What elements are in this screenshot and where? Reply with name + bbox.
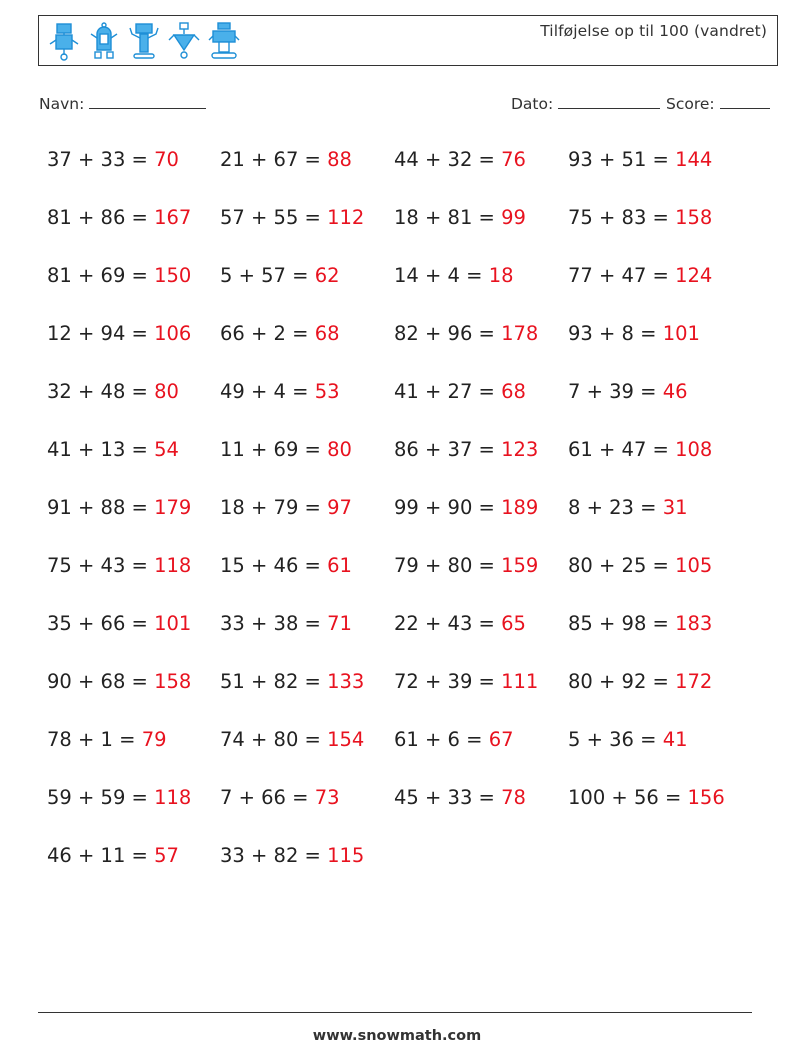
problem-answer: 53 [314,380,340,403]
problem-answer: 65 [501,612,526,635]
problem-question: 80 + 92 = [568,670,676,693]
problem-answer: 61 [327,554,352,577]
problem-item [220,206,364,229]
problem-item [568,264,712,287]
problem-item [568,728,688,751]
problem-item [47,322,191,345]
problem-question: 12 + 94 = [47,322,155,345]
problem-answer: 154 [327,728,365,751]
problem-answer: 18 [488,264,514,287]
problem-item [394,322,538,345]
problem-question: 86 + 37 = [394,438,502,461]
problem-item [394,670,538,693]
problem-answer: 158 [675,206,713,229]
footer-divider [38,1012,752,1013]
problem-item [220,148,352,171]
name-blank-line[interactable] [89,94,206,109]
problem-question: 45 + 33 = [394,786,502,809]
problem-item [220,786,340,809]
problem-question: 75 + 43 = [47,554,155,577]
name-label: Navn: [39,95,85,113]
problem-question: 74 + 80 = [220,728,328,751]
problem-question: 66 + 2 = [220,322,315,345]
problem-answer: 101 [662,322,700,345]
date-label: Dato: [511,95,554,113]
problem-answer: 68 [501,380,526,403]
problem-answer: 118 [154,554,192,577]
problem-question: 80 + 25 = [568,554,676,577]
problem-item [394,148,526,171]
problem-question: 21 + 67 = [220,148,328,171]
problem-question: 57 + 55 = [220,206,328,229]
problem-item [220,728,364,751]
problem-question: 78 + 1 = [47,728,142,751]
problem-answer: 133 [327,670,365,693]
problem-answer: 159 [501,554,539,577]
header-box [38,15,778,66]
problem-answer: 158 [154,670,192,693]
problem-answer: 183 [675,612,713,635]
problem-answer: 62 [314,264,340,287]
problem-item [568,206,712,229]
problem-item [220,322,340,345]
problem-answer: 80 [154,380,179,403]
problem-item [568,148,712,171]
robot-icon-3 [127,20,161,62]
problem-question: 18 + 81 = [394,206,502,229]
problem-item [47,380,179,403]
problem-answer: 144 [675,148,713,171]
problem-question: 18 + 79 = [220,496,328,519]
problem-answer: 31 [662,496,688,519]
problem-answer: 73 [314,786,340,809]
problem-question: 46 + 11 = [47,844,155,867]
problem-question: 85 + 98 = [568,612,676,635]
problem-answer: 70 [154,148,179,171]
problem-question: 61 + 47 = [568,438,676,461]
problem-question: 14 + 4 = [394,264,489,287]
problem-item [47,844,179,867]
problem-item [568,786,725,809]
date-blank-line[interactable] [558,94,660,109]
problem-item [394,496,538,519]
problem-question: 100 + 56 = [568,786,688,809]
problem-answer: 167 [154,206,192,229]
problem-item [220,554,352,577]
problem-item [394,786,526,809]
problem-question: 44 + 32 = [394,148,502,171]
problem-item [568,322,700,345]
problem-item [47,438,179,461]
problem-question: 91 + 88 = [47,496,155,519]
problem-item [47,554,191,577]
problem-question: 5 + 57 = [220,264,315,287]
robot-icon-5 [207,20,241,62]
problem-item [220,670,364,693]
problem-answer: 179 [154,496,192,519]
problem-answer: 71 [327,612,352,635]
robot-icon-1 [47,20,81,62]
problem-item [394,728,514,751]
score-field[interactable] [666,94,770,113]
problem-question: 59 + 59 = [47,786,155,809]
problem-answer: 172 [675,670,713,693]
problem-question: 22 + 43 = [394,612,502,635]
problem-item [47,496,191,519]
problem-question: 93 + 8 = [568,322,663,345]
problem-item [394,612,526,635]
problem-answer: 118 [154,786,192,809]
problem-item [47,786,191,809]
problem-question: 15 + 46 = [220,554,328,577]
problem-question: 33 + 38 = [220,612,328,635]
problem-answer: 88 [327,148,352,171]
problem-answer: 41 [662,728,688,751]
name-field[interactable] [39,94,206,113]
problem-question: 81 + 86 = [47,206,155,229]
problem-item [394,380,526,403]
problem-question: 33 + 82 = [220,844,328,867]
problem-item [394,264,514,287]
problem-question: 75 + 83 = [568,206,676,229]
problem-question: 51 + 82 = [220,670,328,693]
problem-answer: 189 [501,496,539,519]
problem-question: 41 + 27 = [394,380,502,403]
footer-url: www.snowmath.com [312,1028,482,1044]
problem-question: 41 + 13 = [47,438,155,461]
problem-answer: 101 [154,612,192,635]
problem-answer: 105 [675,554,713,577]
problem-item [568,496,688,519]
problem-question: 35 + 66 = [47,612,155,635]
problem-question: 90 + 68 = [47,670,155,693]
problem-item [394,206,526,229]
problem-answer: 80 [327,438,352,461]
problem-answer: 79 [141,728,167,751]
date-field[interactable] [511,94,660,113]
problem-question: 79 + 80 = [394,554,502,577]
problem-answer: 54 [154,438,179,461]
problem-question: 8 + 23 = [568,496,663,519]
problem-answer: 111 [501,670,539,693]
problem-item [47,670,191,693]
problem-answer: 67 [488,728,514,751]
problem-answer: 124 [675,264,713,287]
problem-question: 49 + 4 = [220,380,315,403]
problem-answer: 78 [501,786,526,809]
problem-item [568,670,712,693]
score-blank-line[interactable] [720,94,770,109]
score-label: Score: [666,95,715,113]
problem-question: 32 + 48 = [47,380,155,403]
problem-item [220,496,352,519]
robot-icons [47,20,241,62]
problem-answer: 112 [327,206,365,229]
problem-item [47,264,191,287]
problem-item [568,612,712,635]
problem-question: 82 + 96 = [394,322,502,345]
problem-question: 61 + 6 = [394,728,489,751]
problem-question: 11 + 69 = [220,438,328,461]
problem-question: 5 + 36 = [568,728,663,751]
problem-answer: 178 [501,322,539,345]
problem-answer: 156 [687,786,725,809]
problem-question: 37 + 33 = [47,148,155,171]
problem-item [568,380,688,403]
problem-question: 81 + 69 = [47,264,155,287]
problem-answer: 108 [675,438,713,461]
problem-answer: 106 [154,322,192,345]
problem-question: 93 + 51 = [568,148,676,171]
problem-item [568,554,712,577]
problem-answer: 123 [501,438,539,461]
problem-item [394,554,538,577]
problem-question: 99 + 90 = [394,496,502,519]
problem-item [47,612,191,635]
problem-answer: 99 [501,206,526,229]
problem-answer: 57 [154,844,179,867]
problem-answer: 150 [154,264,192,287]
problem-item [220,612,352,635]
problem-question: 7 + 39 = [568,380,663,403]
problem-item [220,844,364,867]
problem-item [47,206,191,229]
problem-item [220,438,352,461]
problem-question: 7 + 66 = [220,786,315,809]
problem-item [220,264,340,287]
worksheet-title: Tilføjelse op til 100 (vandret) [540,22,767,40]
problem-answer: 97 [327,496,352,519]
problem-answer: 46 [662,380,688,403]
problem-item [47,148,179,171]
problem-item [394,438,538,461]
problem-answer: 68 [314,322,340,345]
robot-icon-4 [167,20,201,62]
problem-question: 77 + 47 = [568,264,676,287]
robot-icon-2 [87,20,121,62]
problem-item [568,438,712,461]
problem-answer: 115 [327,844,365,867]
problem-item [220,380,340,403]
problem-item [47,728,167,751]
problem-question: 72 + 39 = [394,670,502,693]
problem-answer: 76 [501,148,526,171]
